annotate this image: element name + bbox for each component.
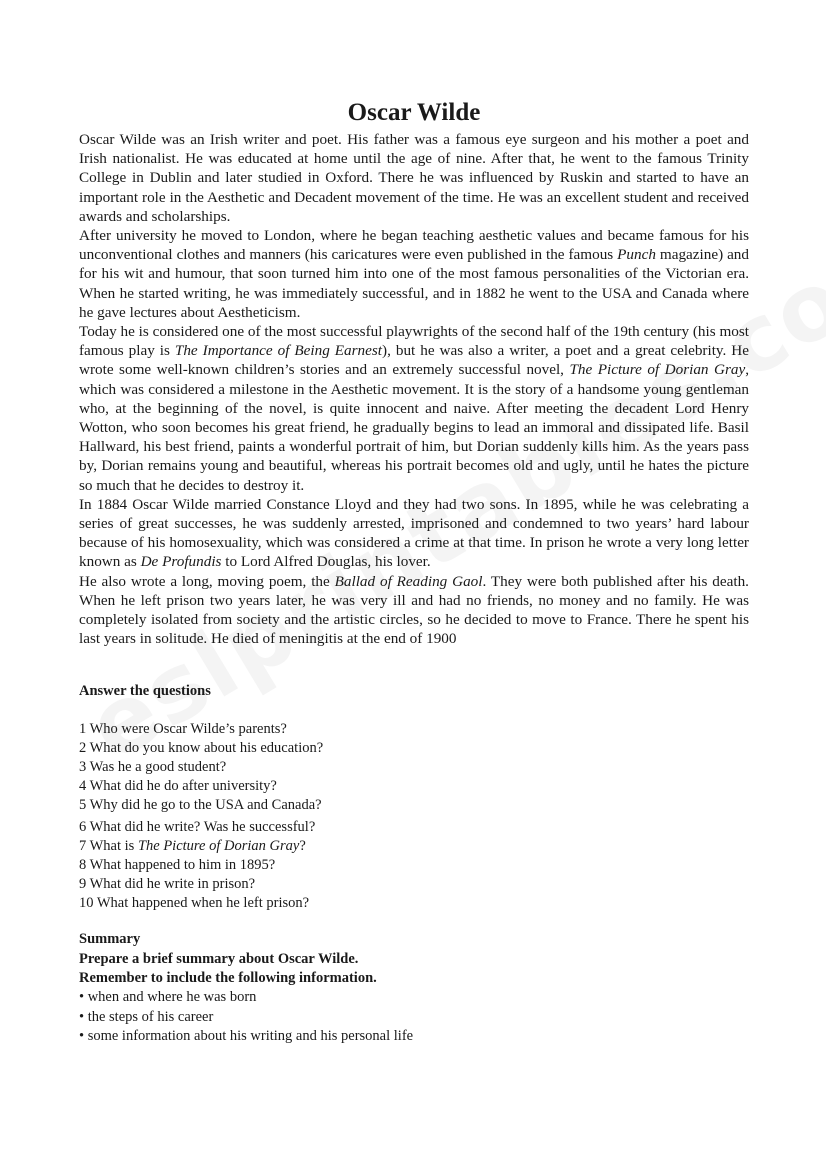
- italic-title-earnest: The Importance of Being Earnest: [174, 342, 383, 360]
- italic-title-dorian-gray-q7: The Picture of Dorian Gray: [137, 838, 300, 855]
- question-5: 5 Why did he go to the USA and Canada?: [79, 797, 322, 814]
- italic-title-punch: Punch: [617, 246, 656, 264]
- paragraph-final-years: He also wrote a long, moving poem, the Ballad of Reading Gaol. They were both published after his death. When he left prison two years later, he was very ill and had no friends, no money and no family. He was completely isolated from society and the artistic circles, so he decided to move to France. There he spent his last years in solitude. He died of meningitis at the end of 1900: [79, 572, 749, 648]
- worksheet-page: [79, 98, 749, 1046]
- question-9: 9 What did he write in prison?: [79, 876, 256, 893]
- paragraph-london: After university he moved to London, where he began teaching aesthetic values and became famous for his unconventional clothes and manners (his caricatures were even published in the famous Punch magazine) and for his wit and humour, that soon turned him into one of the most famous personalities of the Victorian era. When he started writing, he was immediately successful, and in 1882 he went to the USA and Canada where he gave lectures about Aestheticism.: [79, 227, 749, 321]
- italic-title-ballad: Ballad of Reading Gaol: [334, 572, 483, 590]
- summary-bullet: • some information about his writing and his personal life: [79, 1027, 414, 1044]
- italic-title-de-profundis: De Profundis: [140, 553, 222, 571]
- questions-heading: Answer the questions: [79, 683, 211, 700]
- question-8: 8 What happened to him in 1895?: [79, 857, 276, 874]
- question-10: 10 What happened when he left prison?: [79, 895, 310, 912]
- question-6: 6 What did he write? Was he successful?: [79, 819, 316, 836]
- summary-instructions: Prepare a brief summary about Oscar Wilde. Remember to include the following information.: [79, 950, 377, 987]
- paragraph-marriage-prison: In 1884 Oscar Wilde married Constance Lloyd and they had two sons. In 1895, while he was celebrating a series of great successes, he was suddenly arrested, imprisoned and condemned to two years’ hard labour because of his homosexuality, which was considered a crime at that time. In prison he wrote a very long letter known as De Profundis to Lord Alfred Douglas, his lover.: [79, 495, 749, 571]
- question-2: 2 What do you know about his education?: [79, 740, 324, 757]
- question-1: 1 Who were Oscar Wilde’s parents?: [79, 721, 287, 738]
- summary-bullet: • when and where he was born: [79, 989, 257, 1006]
- italic-title-dorian-gray: The Picture of Dorian Gray: [569, 361, 746, 379]
- question-4: 4 What did he do after university?: [79, 778, 277, 795]
- paragraph-career: Today he is considered one of the most successful playwrights of the second half of the 19th century (his most famous play is The Importance of Being Earnest), but he was also a writer, a poet and a great celebrity. He wrote some well-known children’s stories and an extremely successful novel, The Picture of Dorian Gray, which was considered a milestone in the Aesthetic movement. It is the story of a handsome young gentleman who, at the beginning of the novel, is quite innocent and naive. After meeting the decadent Lord Henry Wotton, who soon becomes his great friend, he gradually begins to lead an immoral and dissipated life. Basil Hallward, his best friend, paints a wonderful portrait of him, but Dorian suddenly kills him. As the years pass by, Dorian remains young and beautiful, whereas his portrait becomes old and ugly, until he hates the picture so much that he decides to destroy it.: [79, 323, 750, 494]
- paragraph-early-life: Oscar Wilde was an Irish writer and poet. His father was a famous eye surgeon and his mother a poet and Irish nationalist. He was educated at home until the age of nine. After that, he went to the famous Trinity College in Dublin and later studied in Oxford. There he was influenced by Ruskin and started to have an important role in the Aesthetic and Decadent movement of the time. He was an excellent student and received awards and scholarships.: [79, 131, 749, 225]
- question-7: 7 What is The Picture of Dorian Gray?: [79, 838, 306, 855]
- summary-heading: Summary: [79, 931, 141, 948]
- question-3: 3 Was he a good student?: [79, 759, 227, 776]
- summary-bullet: • the steps of his career: [79, 1008, 214, 1025]
- page-title: Oscar Wilde: [347, 99, 481, 126]
